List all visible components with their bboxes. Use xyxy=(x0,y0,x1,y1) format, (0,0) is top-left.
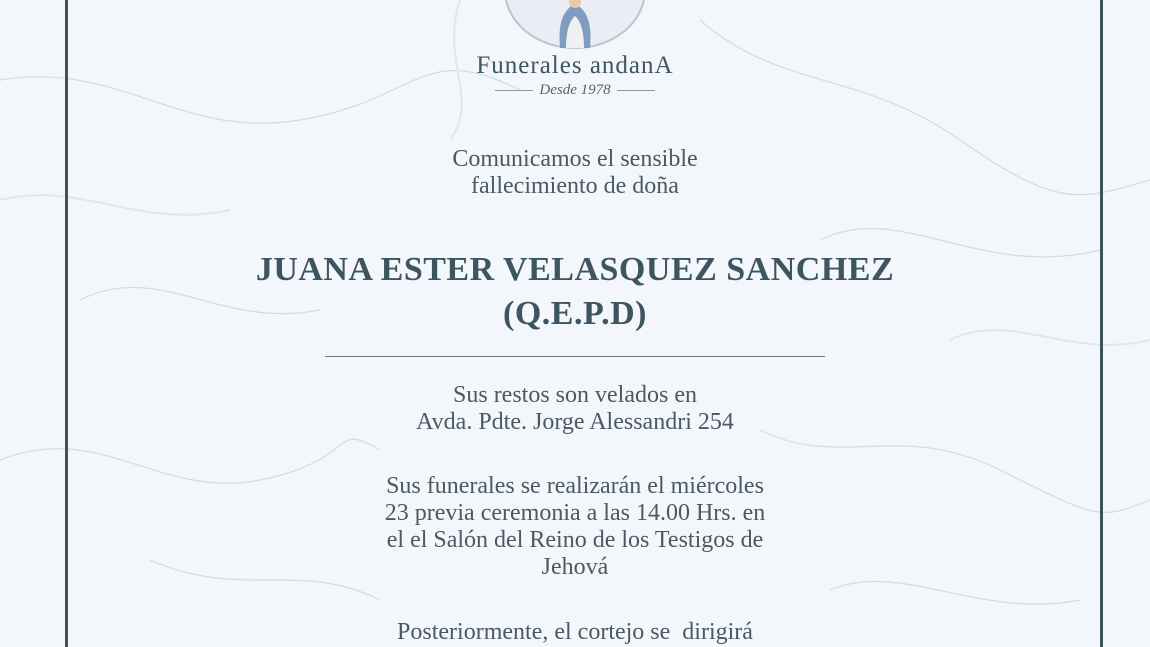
funeral-home-tagline xyxy=(0,82,1150,99)
virgin-mary-logo xyxy=(500,0,650,50)
funeral-line-1: Sus funerales se realizarán el miércoles xyxy=(386,473,764,499)
wake-info xyxy=(0,382,1150,436)
deceased-rip: (Q.E.P.D) xyxy=(503,295,647,332)
funeral-line-4: Jehová xyxy=(541,554,609,580)
funeral-info xyxy=(0,473,1150,581)
funeral-line-2: 23 previa ceremonia a las 14.00 Hrs. en xyxy=(384,500,766,526)
funeral-home-name: Funerales andanA xyxy=(476,52,674,79)
funeral-line-3: el el Salón del Reino de los Testigos de xyxy=(386,527,764,553)
section-divider xyxy=(325,356,825,357)
intro-text xyxy=(0,146,1150,200)
intro-line-2: fallecimiento de doña xyxy=(471,173,679,199)
deceased-name-block xyxy=(0,248,1150,336)
deceased-name: JUANA ESTER VELASQUEZ SANCHEZ xyxy=(255,251,895,288)
tagline-text: Desde 1978 xyxy=(539,82,611,98)
procession-info xyxy=(0,619,1150,646)
tagline-dash-right xyxy=(617,90,655,91)
tagline-dash-left xyxy=(495,90,533,91)
wake-address: Avda. Pdte. Jorge Alessandri 254 xyxy=(416,409,734,435)
procession-line-1: Posteriormente, el cortejo se dirigirá xyxy=(397,619,753,645)
intro-line-1: Comunicamos el sensible xyxy=(452,146,698,172)
wake-line-1: Sus restos son velados en xyxy=(453,382,697,408)
